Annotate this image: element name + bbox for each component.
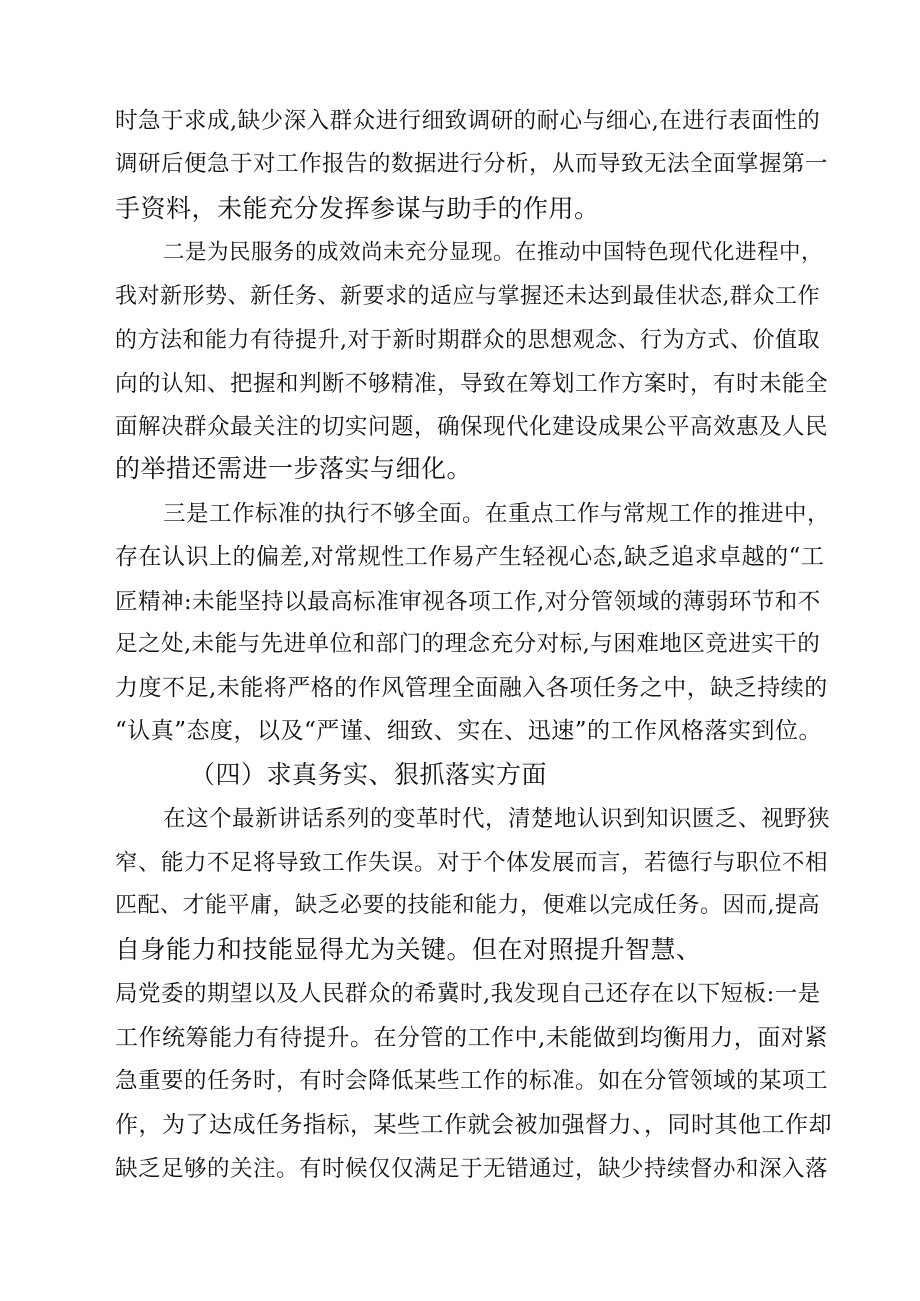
text-line: 缺乏足够的关注。有时候仅仅满足于无错通过，缺少持续督办和深入落 [115, 1156, 829, 1182]
text-line: 足之处,未能与先进单位和部门的理念充分对标,与困难地区竞进实干的 [115, 631, 821, 657]
text-line: 手资料，未能充分发挥参谋与助手的作用。 [115, 194, 600, 223]
text-line: 工作统筹能力有待提升。在分管的工作中,未能做到均衡用力，面对紧 [115, 1025, 828, 1051]
paragraph-first-line: 三是工作标准的执行不够全面。在重点工作与常规工作的推进中， [163, 501, 831, 527]
text-line: 向的认知、把握和判断不够精准，导致在筹划工作方案时，有时未能全 [115, 371, 829, 397]
text-line: 窄、能力不足将导致工作失误。对于个体发展而言，若德行与职位不相 [115, 850, 829, 876]
text-line: 的方法和能力有待提升,对于新时期群众的思想观念、行为方式、价值取 [115, 328, 820, 353]
paragraph-first-line: 二是为民服务的成效尚未充分显现。在推动中国特色现代化进程中， [163, 240, 824, 265]
text-line: 作，为了达成任务指标，某些工作就会被加强督力、，同时其他工作却 [115, 1112, 832, 1138]
text-line: “认真”态度，以及“严谨、细致、实在、迅速”的工作风格落实到位。 [115, 718, 823, 744]
text-line: 匠精神:未能坚持以最高标准审视各项工作,对分管领域的薄弱环节和不 [115, 589, 821, 615]
text-line: 力度不足,未能将严格的作风管理全面融入各项任务之中，缺乏持续的 [115, 675, 828, 701]
text-line: 时急于求成,缺少深入群众进行细致调研的耐心与细心,在进行表面性的 [115, 108, 821, 134]
text-line: 局党委的期望以及人民群众的希冀时,我发现自己还存在以下短板:一是 [115, 981, 821, 1007]
text-line: 面解决群众最关注的切实问题，确保现代化建设成果公平高效惠及人民 [115, 414, 829, 440]
section-heading: （四）求真务实、狠抓落实方面 [190, 760, 548, 789]
text-line: 存在认识上的偏差,对常规性工作易产生轻视心态,缺乏追求卓越的“工 [115, 544, 825, 570]
text-line: 自身能力和技能显得尤为关键。但在对照提升智慧、 [115, 935, 702, 964]
text-line: 急重要的任务时，有时会降低某些工作的标准。如在分管领域的某项工 [115, 1068, 829, 1094]
paragraph-first-line: 在这个最新讲话系列的变革时代，清楚地认识到知识匮乏、视野狭 [163, 806, 831, 832]
text-line: 匹配、才能平庸，缺乏必要的技能和能力，便难以完成任务。因而,提高 [115, 893, 820, 918]
text-line: 调研后便急于对工作报告的数据进行分析，从而导致无法全面掌握第一 [115, 151, 829, 177]
text-line: 我对新形势、新任务、新要求的适应与掌握还未达到最佳状态,群众工作 [115, 284, 820, 309]
text-line: 的举措还需进一步落实与细化。 [115, 454, 473, 483]
